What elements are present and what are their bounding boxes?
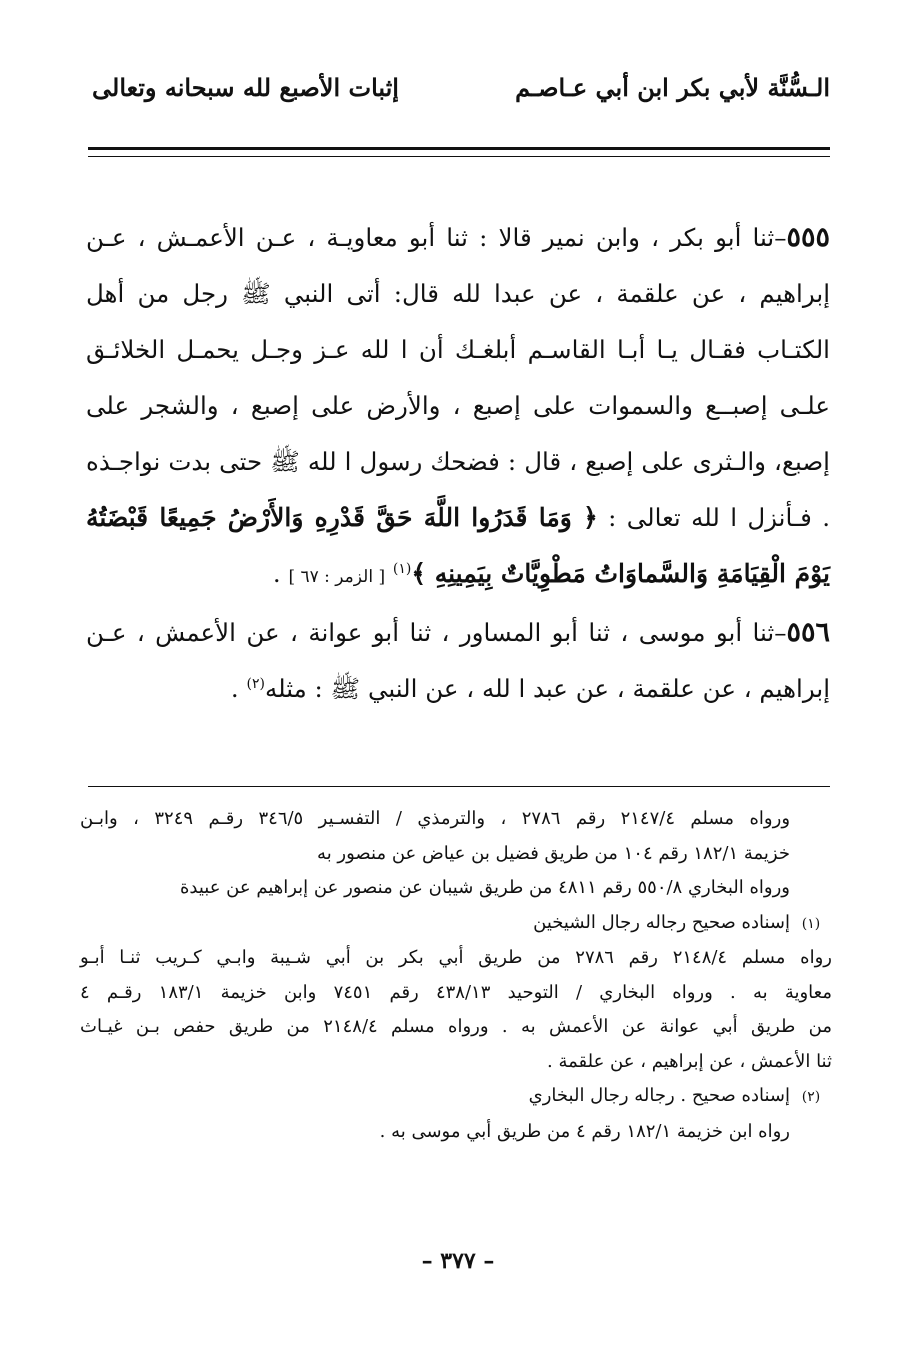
footnote-line: معاوية به . ورواه البخاري / التوحيد ٤٣٨/١٣ رقم ٧٤٥١ وابن خزيمة ١٨٣/١ رقـم ٤ xyxy=(80,981,832,1003)
footnote-line: خزيمة ١٨٢/١ رقم ١٠٤ من طريق فضيل بن عياض عن منصور به xyxy=(317,842,790,864)
hadith-body xyxy=(86,210,830,717)
footnote-line: ثنا الأعمش ، عن إبراهيم ، عن علقمة . xyxy=(547,1050,832,1072)
footnote-ref: (١) xyxy=(392,560,412,577)
book-title: الـسُّنَّة لأبي بكر ابن أبي عـاصـم xyxy=(515,72,830,102)
footnote-line: إسناده صحيح . رجاله رجال البخاري xyxy=(528,1085,790,1106)
footnote-line: ورواه مسلم ٢١٤٧/٤ رقم ٢٧٨٦ ، والترمذي / التفسـير ٣٤٦/٥ رقـم ٣٢٤٩ ، وابـن xyxy=(80,808,791,829)
footnote-line: ورواه البخاري ٥٥٠/٨ رقم ٤٨١١ من طريق شيبان عن منصور عن إبراهيم عن عبيدة xyxy=(179,877,790,898)
footnote-marker: (٢) xyxy=(801,1089,821,1105)
hadith-number: ٥٥٦ xyxy=(786,617,830,648)
verse-reference: [ الزمر : ٦٧ ] xyxy=(288,567,386,587)
footnote-ref: (٢) xyxy=(246,675,265,692)
footnotes xyxy=(80,802,832,1149)
hadith-text: –ثنا أبو موسى ، ثنا أبو المساور ، ثنا أبو عوانة ، عن الأعمش ، عـن إبراهيم ، عن علقمة ، عن عبد ا لله ، عن النبي ﷺ : مثله xyxy=(86,618,830,703)
footnote-1-row xyxy=(80,906,832,942)
footnote-line: إسناده صحيح رجاله رجال الشيخين xyxy=(533,911,790,933)
sentence-end: . xyxy=(230,674,239,703)
footnote-separator xyxy=(88,786,830,787)
footnote-2-row xyxy=(80,1079,832,1115)
running-header xyxy=(92,62,830,112)
footnote-line: رواه ابن خزيمة ١٨٢/١ رقم ٤ من طريق أبي موسى به . xyxy=(379,1120,790,1142)
header-rule-thick xyxy=(88,147,830,150)
sentence-end: . xyxy=(272,559,281,588)
header-rule-thin xyxy=(88,156,830,157)
hadith-number: ٥٥٥ xyxy=(786,222,830,253)
footnote-marker: (١) xyxy=(801,915,821,932)
hadith-text: –ثنا أبو بكر ، وابن نمير قالا : ثنا أبو معاويـة ، عـن الأعمـش ، عـن إبراهيم ، عن علقمة ، عن عبدا لله قال: أتى النبي ﷺ رجل من أهل الكتـاب فقـال يـا أبـا القاسـم أبلغـك أن ا لله عـز وجـل يحمـل الخلائـق علـى إصبــع والسموات على إصبع ، والأرض على إصبع ، والشجر على إصبع، والـثرى على إصبع ، قال : فضحك رسول ا لله ﷺ حتى بدت نواجـذه . فـأنزل ا لله تعالى : xyxy=(86,223,831,532)
chapter-title: إثبات الأصبع لله سبحانه وتعالى xyxy=(92,72,399,102)
hadith-556 xyxy=(86,605,830,717)
footnote-line: رواه مسلم ٢١٤٨/٤ رقم ٢٧٨٦ من طريق أبي بكر بن أبي شـيبة وابـي كـريب ثنـا أبـو xyxy=(80,947,832,968)
hadith-555 xyxy=(86,210,830,605)
page-number: – ٣٧٧ – xyxy=(421,1248,495,1274)
footnote-line: من طريق أبي عوانة عن الأعمش به . ورواه مسلم ٢١٤٨/٤ من طريق حفص بـن غيـاث xyxy=(80,1016,832,1037)
quran-verse: ﴿ وَمَا قَدَرُوا اللَّهَ حَقَّ قَدْرِهِ وَالأَرْضُ جَمِيعًا قَبْضَتُهُ يَوْمَ الْقِيَامَةِ وَالسَّماوَاتُ مَطْوِيَّاتٌ بِيَمِينِهِ ﴾ xyxy=(86,503,830,588)
